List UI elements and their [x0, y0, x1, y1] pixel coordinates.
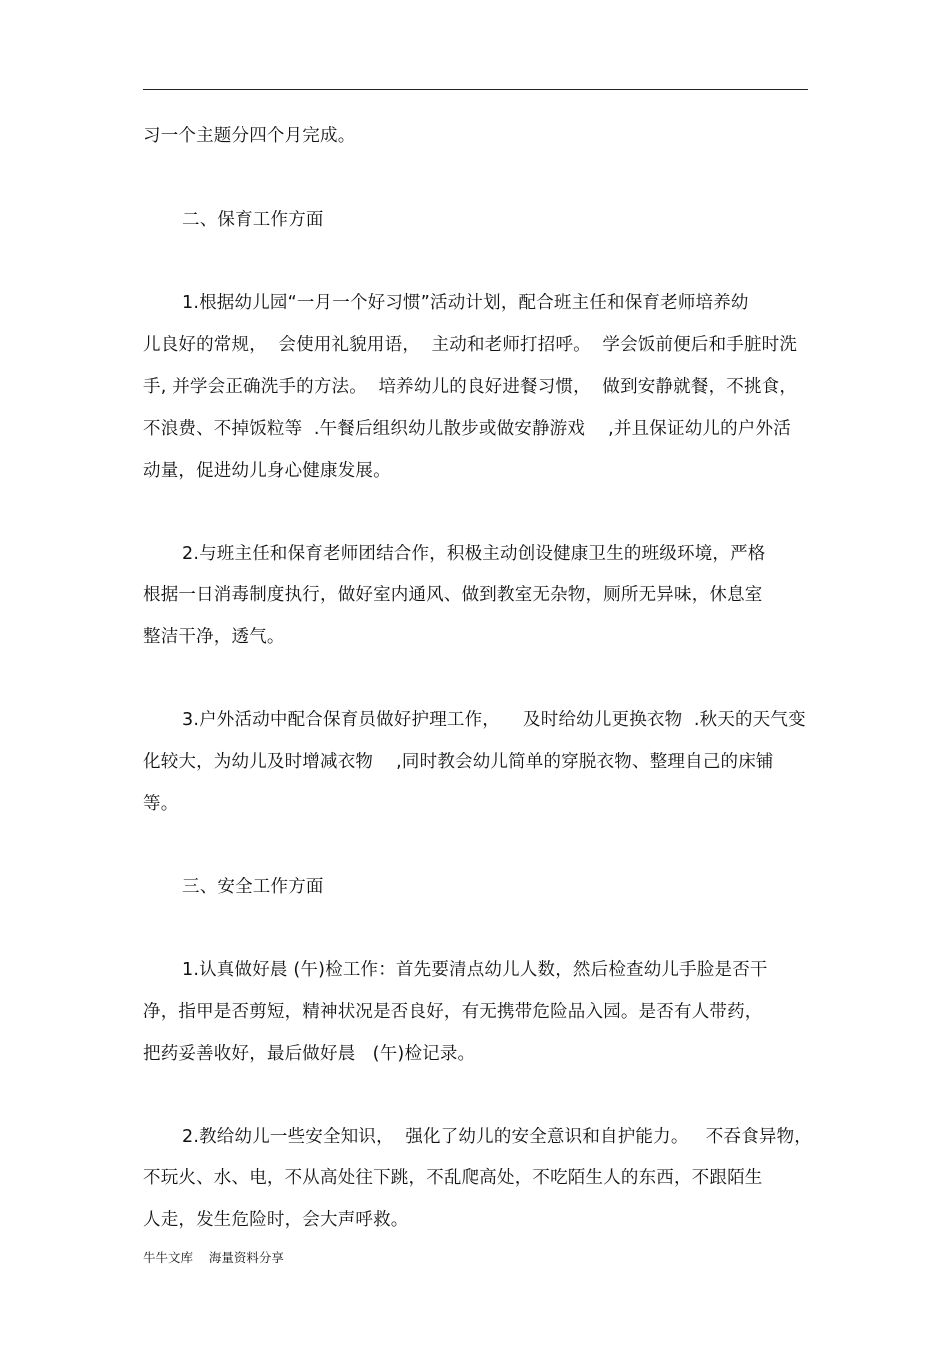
paragraph-line: 1.根据幼儿园“一月一个好习惯”活动计划，配合班主任和保育老师培养幼: [182, 293, 749, 313]
paragraph-line: 儿良好的常规， 会使用礼貌用语， 主动和老师打招呼。 学会饭前便后和手脏时洗: [143, 335, 798, 355]
paragraph-line: 把药妥善收好，最后做好晨 (午)检记录。: [143, 1044, 476, 1064]
header-rule: [143, 89, 808, 90]
paragraph-line: 动量，促进幼儿身心健康发展。: [143, 461, 391, 481]
paragraph-line: 习一个主题分四个月完成。: [143, 126, 356, 146]
paragraph-line: 人走，发生危险时，会大声呼救。: [143, 1210, 409, 1230]
paragraph-line: 不浪费、不掉饭粒等 .午餐后组织幼儿散步或做安静游戏 ,并且保证幼儿的户外活: [143, 419, 791, 439]
paragraph-line: 整洁干净，透气。: [143, 627, 285, 647]
paragraph-line: 手, 并学会正确洗手的方法。 培养幼儿的良好进餐习惯， 做到安静就餐，不挑食，: [143, 377, 798, 397]
paragraph-line: 3.户外活动中配合保育员做好护理工作， 及时给幼儿更换衣物 .秋天的天气变: [182, 710, 806, 730]
section-heading: 二、保育工作方面: [182, 210, 324, 230]
paragraph-line: 化较大，为幼儿及时增减衣物 ,同时教会幼儿简单的穿脱衣物、整理自己的床铺: [143, 752, 774, 772]
paragraph-line: 1.认真做好晨 (午)检工作：首先要清点幼儿人数，然后检查幼儿手脸是否干: [182, 960, 768, 980]
section-heading: 三、安全工作方面: [182, 877, 324, 897]
page-footer: 牛牛文库 海量资料分享: [143, 1250, 284, 1265]
paragraph-line: 不玩火、水、电，不从高处往下跳，不乱爬高处，不吃陌生人的东西，不跟陌生: [143, 1168, 763, 1188]
paragraph-line: 等。: [143, 794, 179, 814]
paragraph-line: 2.教给幼儿一些安全知识， 强化了幼儿的安全意识和自护能力。 不吞食异物，: [182, 1127, 813, 1147]
paragraph-line: 净，指甲是否剪短，精神状况是否良好，有无携带危险品入园。是否有人带药，: [143, 1002, 763, 1022]
paragraph-line: 2.与班主任和保育老师团结合作，积极主动创设健康卫生的班级环境，严格: [182, 544, 766, 564]
paragraph-line: 根据一日消毒制度执行，做好室内通风、做到教室无杂物，厕所无异味，休息室: [143, 585, 763, 605]
